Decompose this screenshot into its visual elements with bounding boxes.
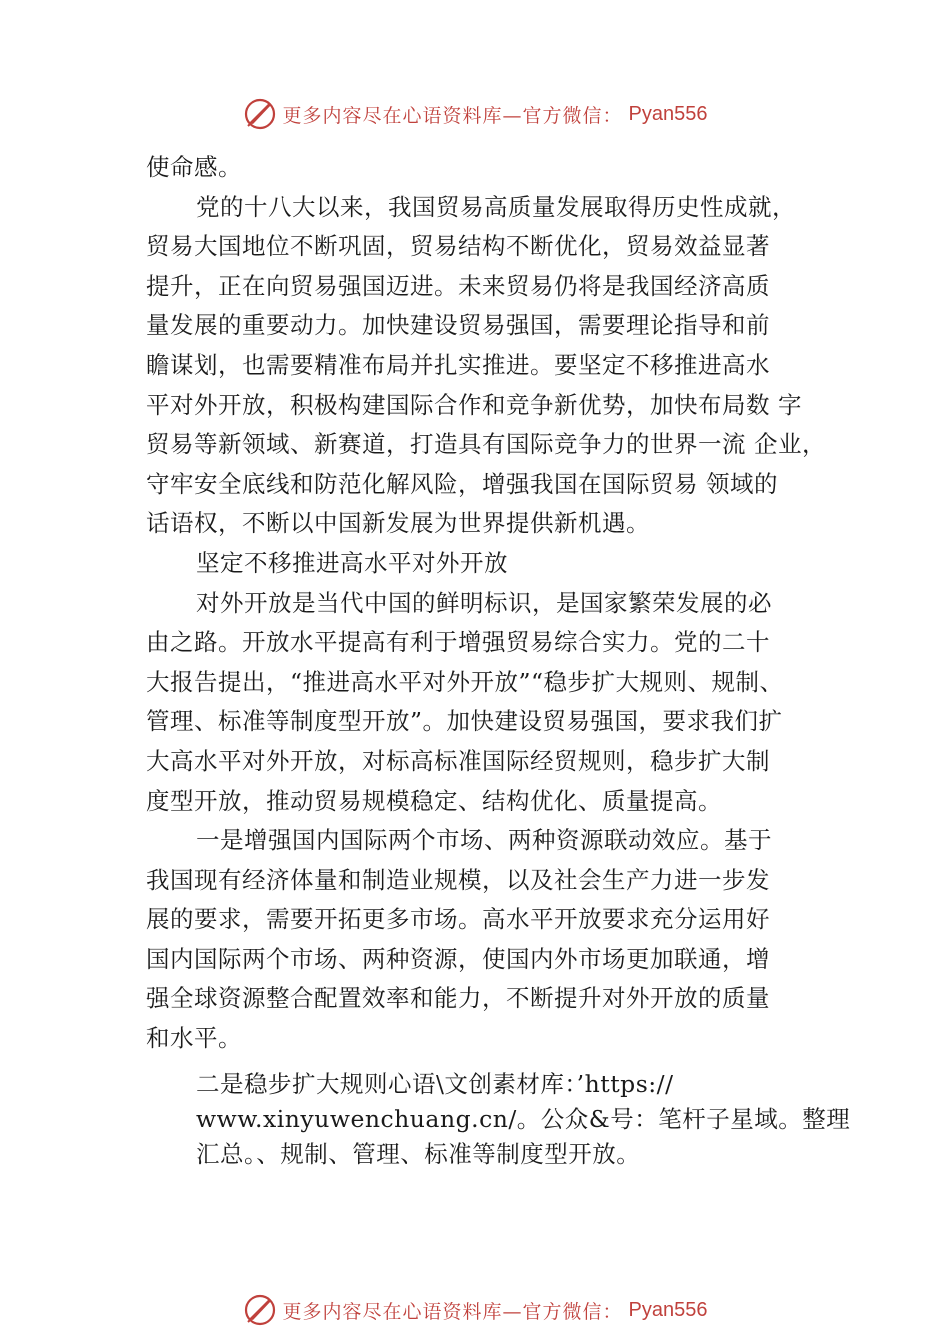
text-line: 二是稳步扩大规则心语\文创素材库：’https:// — [196, 1070, 674, 1098]
text-line: 大报告提出，“推进高水平对外开放”“稳步扩大规则、规制、 — [146, 667, 784, 696]
watermark-id: Pyan556 — [628, 1298, 708, 1321]
text-line: 量发展的重要动力。加快建设贸易强国，需要理论指导和前 — [146, 311, 770, 340]
text-line: 一是增强国内国际两个市场、两种资源联动效应。基于 — [196, 826, 772, 855]
watermark-id: Pyan556 — [628, 102, 708, 125]
header-watermark — [0, 94, 950, 134]
watermark-text: 更多内容尽在心语资料库—官方微信： — [282, 104, 623, 127]
paragraph — [146, 148, 846, 188]
text-line: 汇总。、规制、管理、标准等制度型开放。 — [196, 1140, 641, 1168]
text-line: 由之路。开放水平提高有利于增强贸易综合实力。党的二十 — [146, 628, 770, 657]
paragraph-last — [196, 1067, 851, 1172]
watermark-text: 更多内容尽在心语资料库—官方微信： — [282, 1300, 623, 1323]
text-line: 我国现有经济体量和制造业规模，以及社会生产力进一步发 — [146, 865, 770, 894]
text-line: 提升，正在向贸易强国迈进。未来贸易仍将是我国经济高质 — [146, 271, 770, 300]
document-body — [146, 148, 846, 1059]
paragraph — [146, 821, 846, 1059]
text-line: 瞻谋划，也需要精准布局并扎实推进。要坚定不移推进高水 — [146, 350, 770, 379]
quill-seal-icon — [243, 97, 277, 131]
text-line: 强全球资源整合配置效率和能力，不断提升对外开放的质量 — [146, 984, 770, 1013]
text-line: 话语权，不断以中国新发展为世界提供新机遇。 — [146, 509, 650, 538]
section-heading — [146, 544, 846, 584]
text-line: 管理、标准等制度型开放”。加快建设贸易强国，要求我们扩 — [146, 707, 783, 736]
text-line: 国内国际两个市场、两种资源，使国内外市场更加联通，增 — [146, 944, 770, 973]
text-line: 平对外开放，积极构建国际合作和竞争新优势，加快布局数 字 — [146, 390, 802, 419]
footer-watermark — [0, 1290, 950, 1330]
text-line: 坚定不移推进高水平对外开放 — [196, 548, 508, 577]
paragraph — [146, 584, 846, 822]
text-line: 度型开放，推动贸易规模稳定、结构优化、质量提高。 — [146, 786, 722, 815]
text-line: 对外开放是当代中国的鲜明标识，是国家繁荣发展的必 — [196, 588, 772, 617]
text-line: 贸易大国地位不断巩固，贸易结构不断优化，贸易效益显著 — [146, 232, 770, 261]
text-line: 守牢安全底线和防范化解风险，增强我国在国际贸易 领域的 — [146, 469, 778, 498]
paragraph — [146, 188, 846, 544]
text-line: 大高水平对外开放，对标高标准国际经贸规则，稳步扩大制 — [146, 746, 770, 775]
text-line: 党的十八大以来，我国贸易高质量发展取得历史性成就， — [196, 192, 796, 221]
text-line: 展的要求，需要开拓更多市场。高水平开放要求充分运用好 — [146, 905, 770, 934]
text-line: 和水平。 — [146, 1024, 242, 1053]
text-line: 使命感。 — [146, 153, 242, 181]
quill-seal-icon — [243, 1293, 277, 1327]
text-line: www.xinyuwenchuang.cn/。公众&号：笔杆子星域。整理 — [196, 1105, 851, 1133]
text-line: 贸易等新领域、新赛道，打造具有国际竞争力的世界一流 企业， — [146, 430, 826, 459]
